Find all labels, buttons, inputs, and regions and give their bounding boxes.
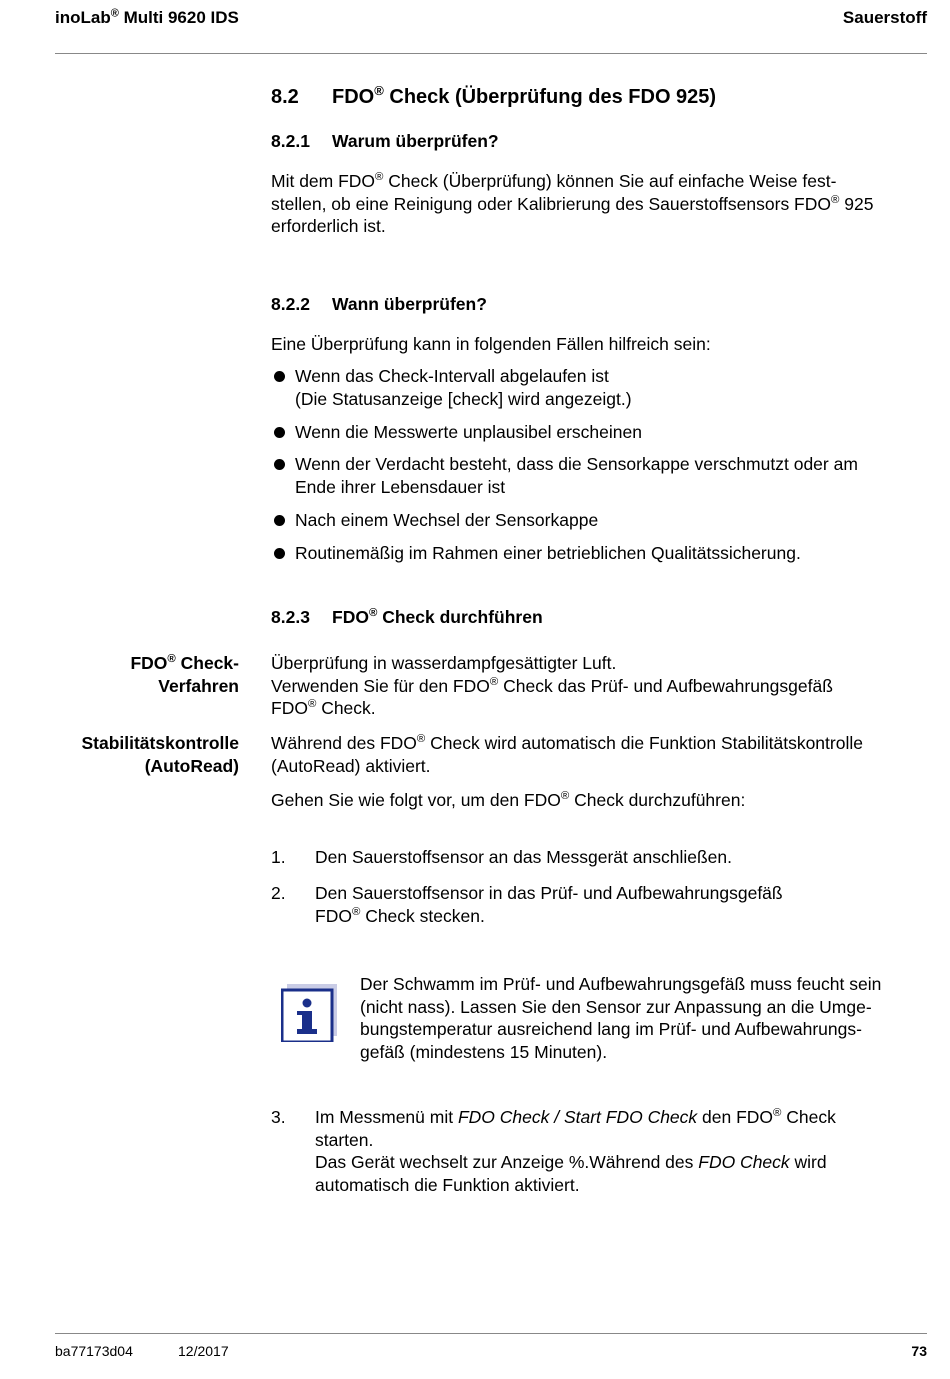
subsection-title-perform: 8.2.3 FDO® Check durchführen [271,607,543,627]
header-chapter: Sauerstoff [842,8,927,27]
info-icon [281,984,337,1042]
subsection-title-when: 8.2.2 Wann überprüfen? [271,294,487,314]
bullet-icon [274,459,285,470]
footer-doc-id: ba77173d04 [55,1343,133,1359]
list-item: Wenn das Check-Intervall abgelaufen ist (Die Statusanzeige [check] wird angezeigt.) [271,365,931,410]
side-label-procedure: FDO® Check- Verfahren [130,653,239,696]
step-item: 3. Im Messmenü mit FDO Check / Start FDO Check den FDO® Check starten. Das Gerät wechselt zur Anzeige %.Während des FDO Check wird automatisch die Funktion aktiviert. [271,1107,836,1195]
footer-date: 12/2017 [178,1343,229,1359]
list-item: Nach einem Wechsel der Sensorkappe [271,509,931,532]
bullet-icon [274,515,285,526]
page-number: 73 [911,1343,927,1359]
step-item: 2. Den Sauerstoffsensor in das Prüf- und Aufbewahrungsgefäß FDO® Check stecken. [271,883,783,926]
section-title: 8.2 FDO® Check (Überprüfung des FDO 925) [271,83,717,108]
bullet-icon [274,548,285,559]
autoread-paragraph: Während des FDO® Check wird automatisch die Funktion Stabilitätskontrolle (AutoRead) aktiviert. [271,733,863,776]
list-item: Routinemäßig im Rahmen einer betrieblichen Qualitätssicherung. [271,542,931,565]
when-intro: Eine Überprüfung kann in folgenden Fällen hilfreich sein: [271,334,711,354]
bullet-icon [274,427,285,438]
steps-intro: Gehen Sie wie folgt vor, um den FDO® Check durchzuführen: [271,790,746,810]
why-paragraph: Mit dem FDO® Check (Überprüfung) können Sie auf einfache Weise fest- stellen, ob eine Reinigung oder Kalibrierung des Sauerstoffsensors FDO® 925 erforderlich ist. [271,171,874,236]
page-header [55,8,927,32]
list-item: Wenn der Verdacht besteht, dass die Sensorkappe verschmutzt oder am Ende ihrer Lebensdauer ist [271,453,931,498]
footer-rule [55,1333,927,1334]
header-rule [55,53,927,54]
bullet-icon [274,371,285,382]
procedure-paragraph: Überprüfung in wasserdampfgesättigter Luft. Verwenden Sie für den FDO® Check das Prüf- und Aufbewahrungsgefäß FDO® Check. [271,653,833,718]
subsection-title-why: 8.2.1 Warum überprüfen? [271,131,499,151]
side-label-autoread: Stabilitätskontrolle (AutoRead) [81,733,239,776]
info-note: Der Schwamm im Prüf- und Aufbewahrungsgefäß muss feucht sein (nicht nass). Lassen Sie den Sensor zur Anpassung an die Umge- bungstemperatur ausreichend lang im Prüf- und Aufbewahrungs- gefäß (mindestens 15 Minuten). [360,974,882,1062]
list-item: Wenn die Messwerte unplausibel erscheinen [271,421,931,444]
step-item: 1. Den Sauerstoffsensor an das Messgerät anschließen. [271,847,732,867]
header-product: inoLab® Multi 9620 IDS [55,7,239,27]
